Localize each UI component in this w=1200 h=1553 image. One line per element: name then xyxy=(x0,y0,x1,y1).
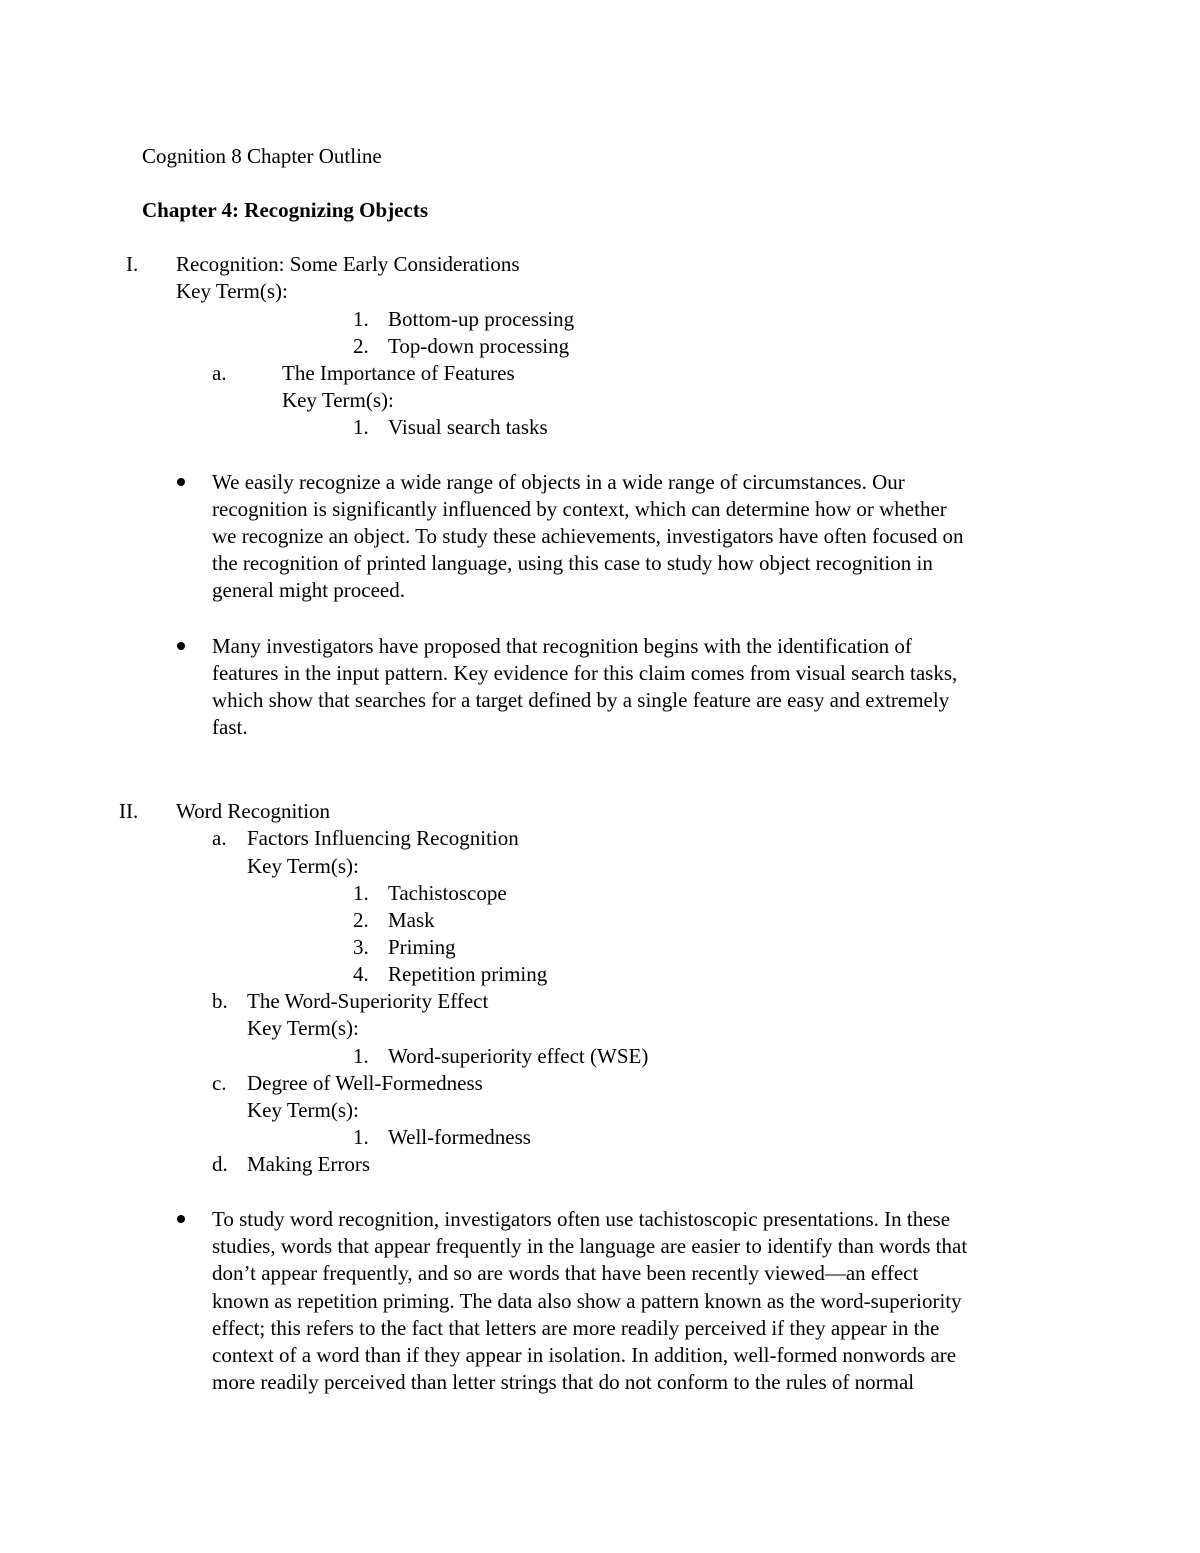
term-text: Bottom-up processing xyxy=(388,307,575,331)
bullet-icon xyxy=(177,1215,185,1223)
key-terms-label: Key Term(s): xyxy=(282,388,394,412)
paragraph-line: To study word recognition, investigators often use tachistoscopic presentations. In these xyxy=(212,1207,951,1231)
paragraph-line: general might proceed. xyxy=(212,578,405,602)
term-number: 3. xyxy=(353,935,369,959)
term-number: 1. xyxy=(353,415,369,439)
subsection-letter: d. xyxy=(212,1152,228,1176)
paragraph-line: don’t appear frequently, and so are words that have been recently viewed—an effect xyxy=(212,1261,919,1285)
term-number: 1. xyxy=(353,307,369,331)
term-text: Mask xyxy=(388,908,435,932)
section-numeral: II. xyxy=(119,799,139,823)
paragraph-line: features in the input pattern. Key evidence for this claim comes from visual search tasks, xyxy=(212,661,958,685)
subsection-title: The Word-Superiority Effect xyxy=(247,989,489,1013)
bullet-icon xyxy=(177,478,185,486)
section-title: Word Recognition xyxy=(176,799,331,823)
subsection-title: The Importance of Features xyxy=(282,361,515,385)
key-terms-label: Key Term(s): xyxy=(247,1016,359,1040)
section-numeral: I. xyxy=(126,252,139,276)
paragraph-line: which show that searches for a target defined by a single feature are easy and extremely xyxy=(212,688,950,712)
paragraph-line: fast. xyxy=(212,715,248,739)
subsection-title: Making Errors xyxy=(247,1152,371,1176)
term-number: 1. xyxy=(353,881,369,905)
paragraph-line: effect; this refers to the fact that letters are more readily perceived if they appear in the xyxy=(212,1316,940,1340)
term-number: 1. xyxy=(353,1044,369,1068)
paragraph-line: recognition is significantly influenced by context, which can determine how or whether xyxy=(212,497,947,521)
term-text: Visual search tasks xyxy=(388,415,548,439)
subsection-title: Factors Influencing Recognition xyxy=(247,826,519,850)
paragraph-line: context of a word than if they appear in isolation. In addition, well-formed nonwords are xyxy=(212,1343,957,1367)
paragraph-line: we recognize an object. To study these achievements, investigators have often focused on xyxy=(212,524,964,548)
term-number: 2. xyxy=(353,908,369,932)
paragraph-line: Many investigators have proposed that recognition begins with the identification of xyxy=(212,634,912,658)
paragraph-line: studies, words that appear frequently in the language are easier to identify than words that xyxy=(212,1234,968,1258)
key-terms-label: Key Term(s): xyxy=(176,279,288,303)
term-text: Well-formedness xyxy=(388,1125,531,1149)
paragraph-line: more readily perceived than letter strings that do not conform to the rules of normal xyxy=(212,1370,915,1394)
term-number: 4. xyxy=(353,962,369,986)
key-terms-label: Key Term(s): xyxy=(247,854,359,878)
bullet-icon xyxy=(177,642,185,650)
subsection-letter: a. xyxy=(212,361,227,385)
term-number: 2. xyxy=(353,334,369,358)
key-terms-label: Key Term(s): xyxy=(247,1098,359,1122)
paragraph-line: known as repetition priming. The data also show a pattern known as the word-superiority xyxy=(212,1289,962,1313)
document-header: Cognition 8 Chapter Outline xyxy=(142,144,382,168)
subsection-letter: b. xyxy=(212,989,228,1013)
paragraph-line: the recognition of printed language, using this case to study how object recognition in xyxy=(212,551,933,575)
term-text: Tachistoscope xyxy=(388,881,507,905)
subsection-letter: a. xyxy=(212,826,227,850)
term-text: Priming xyxy=(388,935,456,959)
term-text: Word-superiority effect (WSE) xyxy=(388,1044,649,1068)
term-text: Top-down processing xyxy=(388,334,570,358)
chapter-title: Chapter 4: Recognizing Objects xyxy=(142,198,428,222)
subsection-title: Degree of Well-Formedness xyxy=(247,1071,483,1095)
term-number: 1. xyxy=(353,1125,369,1149)
subsection-letter: c. xyxy=(212,1071,227,1095)
term-text: Repetition priming xyxy=(388,962,548,986)
paragraph-line: We easily recognize a wide range of objects in a wide range of circumstances. Our xyxy=(212,470,905,494)
section-title: Recognition: Some Early Considerations xyxy=(176,252,520,276)
